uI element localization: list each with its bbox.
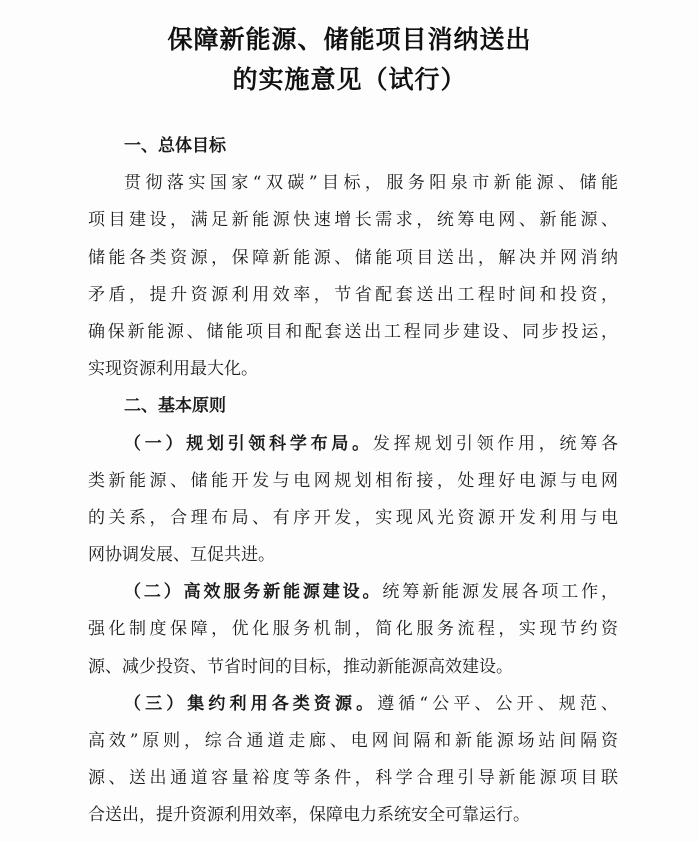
paragraph-line: 储能各类资源，保障新能源、储能项目送出，解决并网消纳	[88, 247, 618, 268]
section-heading-basic-principles: 二、基本原则	[124, 396, 226, 417]
document-title-line-1: 保障新能源、储能项目消纳送出	[167, 25, 532, 54]
paragraph-line: 合送出，提升资源利用效率，保障电力系统安全可靠运行。	[88, 805, 530, 826]
paragraph-text: 遵循“公平、公开、规范、	[377, 693, 618, 714]
paragraph-line: 贯彻落实国家“双碳”目标，服务阳泉市新能源、储能	[124, 173, 618, 194]
paragraph-text: 统筹新能源发展各项工作，	[382, 582, 618, 603]
paragraph-line: 源、送出通道容量裕度等条件，科学合理引导新能源项目联	[88, 768, 618, 789]
paragraph-line: 类新能源、储能开发与电网规划相衔接，处理好电源与电网	[88, 470, 618, 491]
paragraph-line: 源、减少投资、节省时间的目标，推动新能源高效建设。	[88, 656, 513, 677]
paragraph-text: 发挥规划引领作用，统筹各	[372, 433, 618, 454]
paragraph-line: 的关系，合理布局、有序开发，实现风光资源开发利用与电	[88, 507, 618, 528]
paragraph-first-line	[88, 686, 618, 723]
principle-lead-1: （一）规划引领科学布局。	[124, 433, 373, 454]
section-heading-overall-goal: 一、总体目标	[124, 136, 226, 156]
principle-lead-3: （三）集约利用各类资源。	[124, 693, 378, 714]
paragraph-first-line	[88, 574, 618, 611]
paragraph-line: 矛盾，提升资源利用效率，节省配套送出工程时间和投资，	[88, 284, 618, 305]
document-title-line-2: 的实施意见（试行）	[232, 65, 467, 94]
paragraph-first-line	[88, 426, 618, 463]
paragraph-line: 高效”原则，综合通道走廊、电网间隔和新能源场站间隔资	[88, 731, 618, 751]
paragraph-line: 强化制度保障，优化服务机制，简化服务流程，实现节约资	[88, 619, 618, 640]
paragraph-line: 项目建设，满足新能源快速增长需求，统筹电网、新能源、	[88, 210, 618, 231]
paragraph-line: 确保新能源、储能项目和配套送出工程同步建设、同步投运，	[88, 321, 618, 342]
paragraph-line: 网协调发展、互促共进。	[88, 545, 275, 566]
paragraph-line: 实现资源利用最大化。	[88, 359, 258, 380]
principle-lead-2: （二）高效服务新能源建设。	[124, 582, 383, 603]
document-body	[88, 128, 618, 835]
